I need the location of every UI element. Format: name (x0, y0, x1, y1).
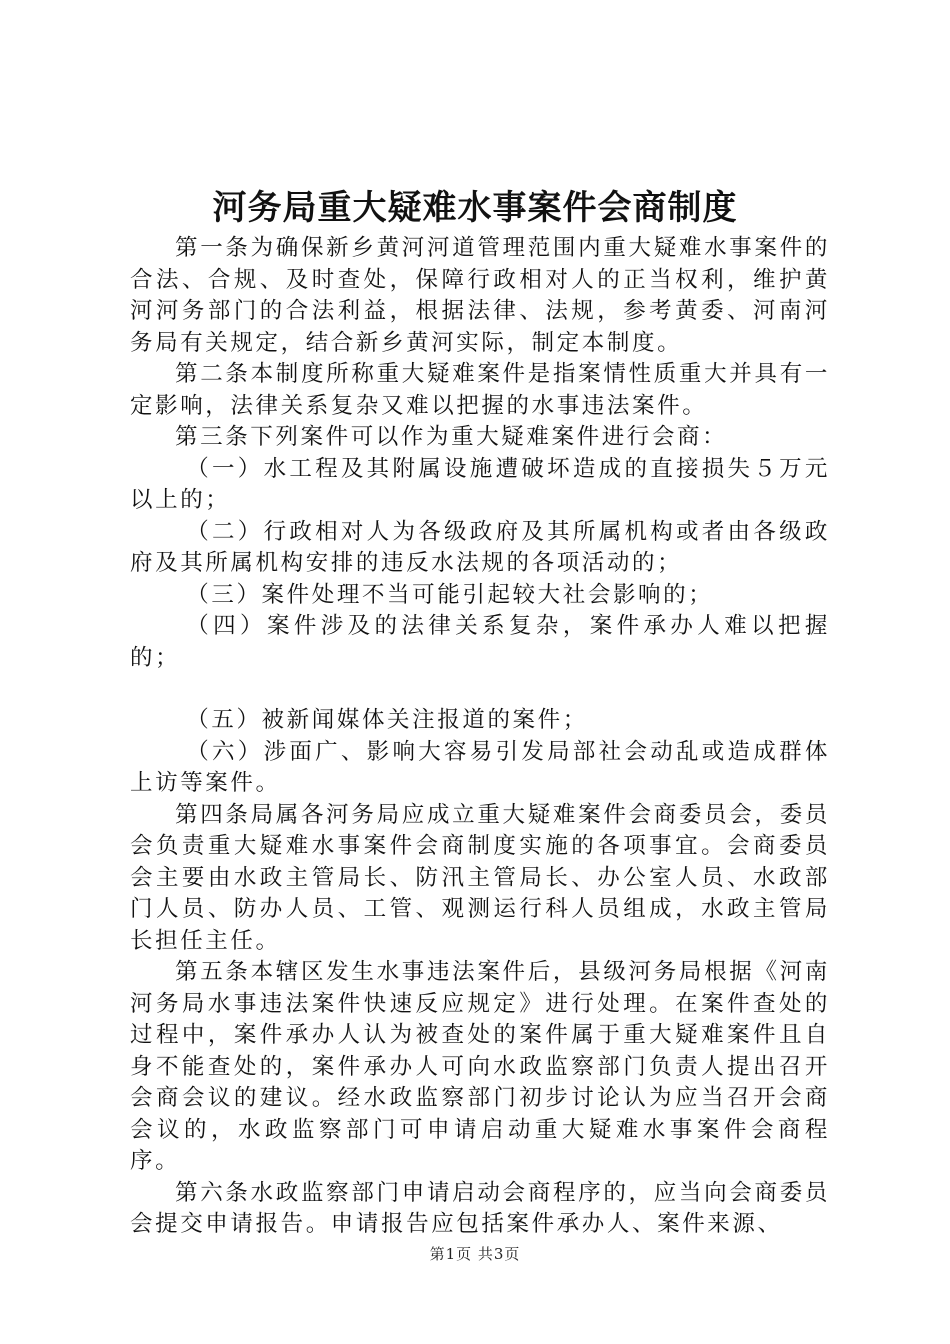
list-item-1: （一）水工程及其附属设施遭破坏造成的直接损失５万元以上的； (130, 455, 830, 513)
paragraph-article-1: 第一条为确保新乡黄河河道管理范围内重大疑难水事案件的合法、合规、及时查处，保障行政相对人的正当权利，维护黄河河务部门的合法利益，根据法律、法规，参考黄委、河南河务局有关规定，结合新乡黄河实际，制定本制度。 (130, 235, 830, 356)
list-item-2: （二）行政相对人为各级政府及其所属机构或者由各级政府及其所属机构安排的违反水法规的各项活动的； (130, 518, 830, 576)
page-number-footer: 第1页 共3页 (429, 1245, 521, 1263)
paragraph-article-5: 第五条本辖区发生水事违法案件后，县级河务局根据《河南河务局水事违法案件快速反应规定》进行处理。在案件查处的过程中，案件承办人认为被查处的案件属于重大疑难案件且自身不能查处的，案件承办人可向水政监察部门负责人提出召开会商会议的建议。经水政监察部门初步讨论认为应当召开会商会议的，水政监察部门可申请启动重大疑难水事案件会商程序。 (130, 959, 830, 1174)
paragraph-article-2: 第二条本制度所称重大疑难案件是指案情性质重大并具有一定影响，法律关系复杂又难以把握的水事违法案件。 (130, 361, 830, 419)
paragraph-article-4: 第四条局属各河务局应成立重大疑难案件会商委员会，委员会负责重大疑难水事案件会商制度实施的各项事宜。会商委员会主要由水政主管局长、防汛主管局长、办公室人员、水政部门人员、防办人员、工管、观测运行科人员组成，水政主管局长担任主任。 (130, 801, 830, 954)
paragraph-article-6: 第六条水政监察部门申请启动会商程序的，应当向会商委员会提交申请报告。申请报告应包括案件承办人、案件来源、 (130, 1179, 830, 1237)
list-item-3: （三）案件处理不当可能引起较大社会影响的； (186, 581, 714, 608)
document-title: 河务局重大疑难水事案件会商制度 (212, 188, 738, 228)
document-body (130, 233, 830, 1241)
list-item-4: （四）案件涉及的法律关系复杂，案件承办人难以把握的； (130, 613, 830, 671)
paragraph-article-3: 第三条下列案件可以作为重大疑难案件进行会商： (175, 424, 728, 450)
list-item-5: （五）被新闻媒体关注报道的案件； (186, 707, 588, 733)
list-item-6: （六）涉面广、影响大容易引发局部社会动乱或造成群体上访等案件。 (130, 738, 830, 796)
